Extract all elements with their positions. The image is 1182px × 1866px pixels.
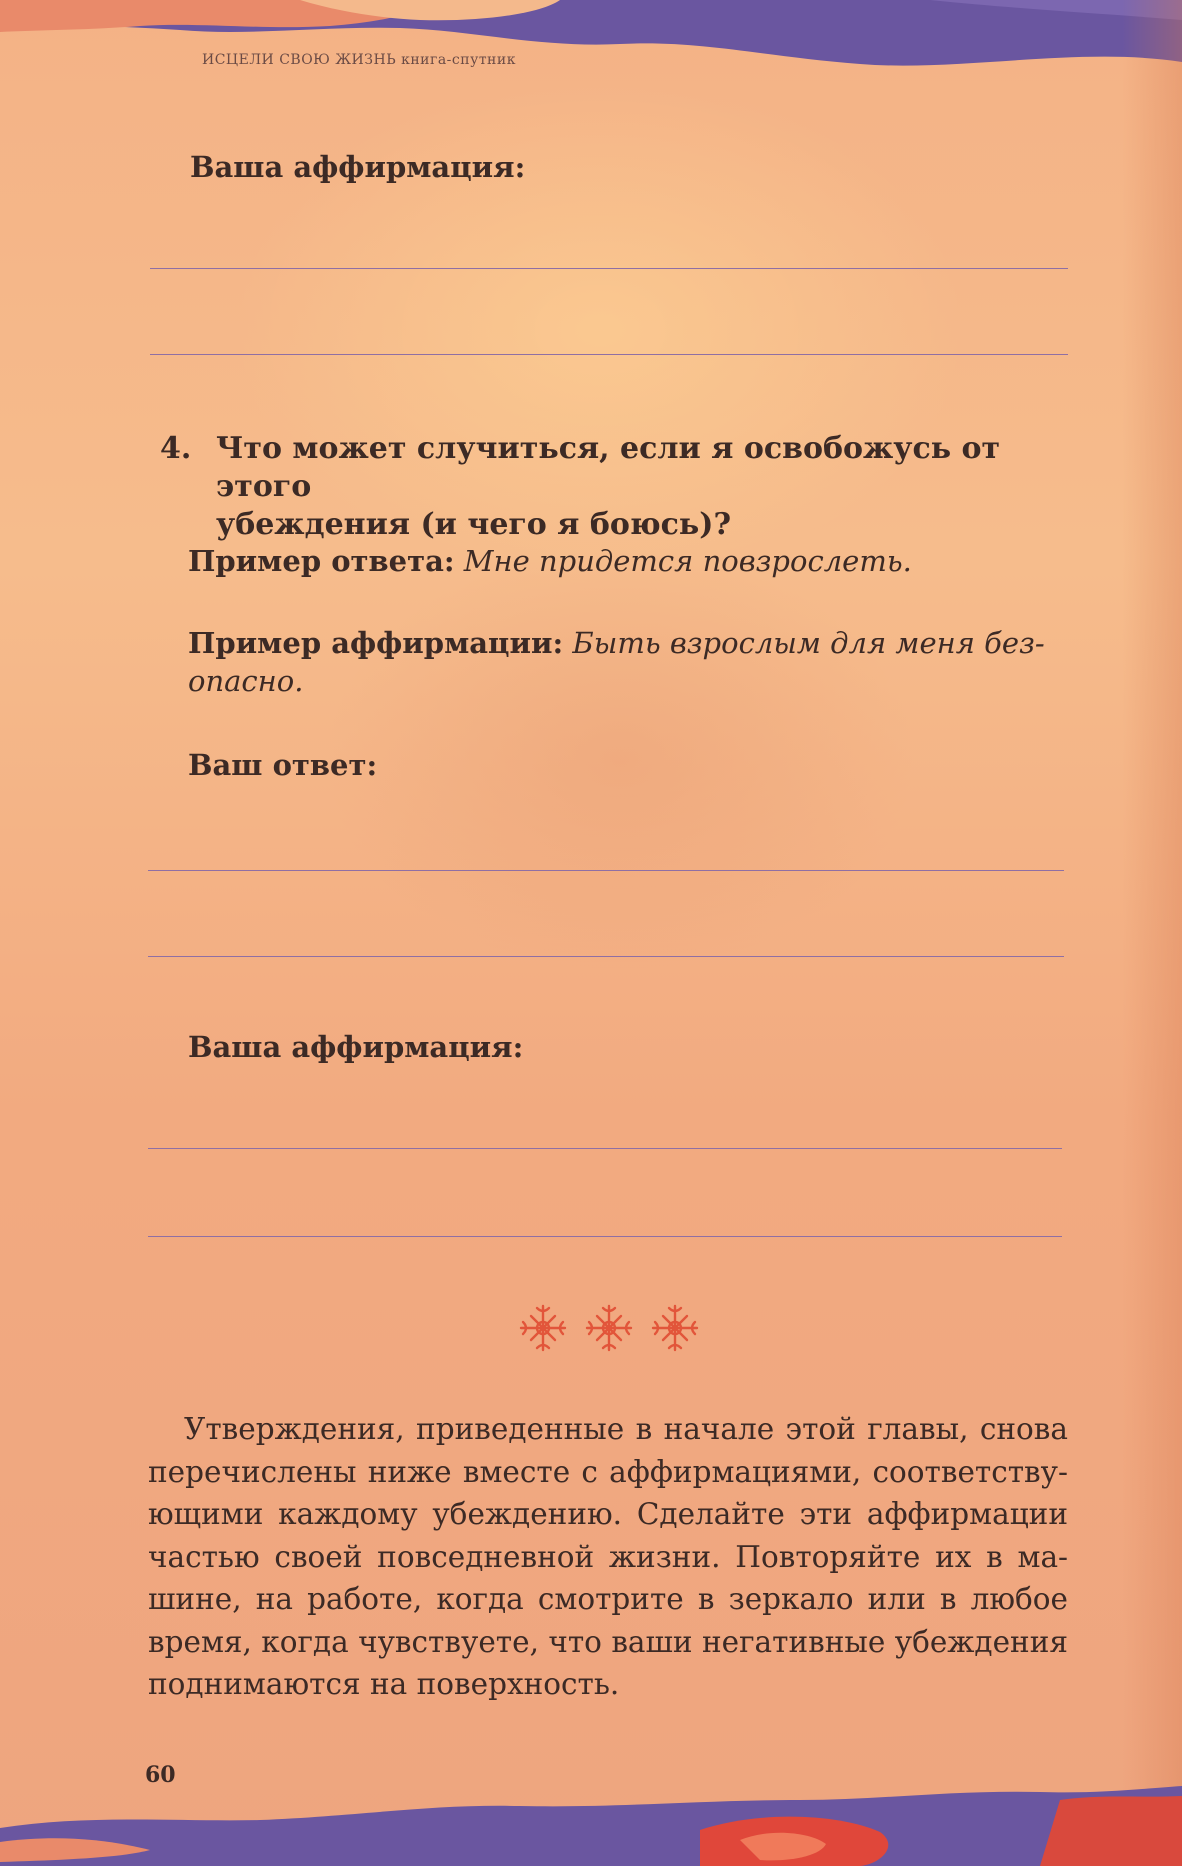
paragraph-line: поднимаются на поверхность. [148, 1667, 620, 1701]
body-paragraph [148, 1408, 1068, 1706]
page-number: 60 [145, 1762, 176, 1788]
answer-line[interactable] [148, 870, 1064, 871]
decorative-flourish-icon [647, 1300, 703, 1356]
question-text [216, 430, 1086, 544]
affirmation-label-bottom: Ваша аффирмация: [188, 1030, 524, 1064]
question-number: 4. [160, 431, 192, 466]
top-decorative-band [0, 0, 1182, 80]
question-line: Что может случиться, если я освобожусь от этого [216, 431, 1001, 504]
paragraph-line: частью своей повседневной жизни. Повторяйте их в ма- [148, 1539, 1068, 1574]
question-line: убеждения (и чего я боюсь)? [216, 507, 732, 542]
paragraph-line: Утверждения, приведенные в начале этой главы, снова [184, 1412, 1068, 1446]
decorative-flourish-icon [581, 1300, 637, 1356]
example-affirmation-text-continued: опасно. [188, 664, 304, 698]
your-answer-label: Ваш ответ: [188, 748, 378, 782]
paragraph-line: перечислены ниже вместе с аффирмациями, соответству- [148, 1454, 1068, 1489]
ornament-divider [515, 1300, 715, 1356]
answer-line[interactable] [148, 1236, 1062, 1237]
example-answer [188, 542, 1068, 580]
answer-line[interactable] [148, 956, 1064, 957]
answer-line[interactable] [150, 268, 1068, 269]
decorative-flourish-icon [515, 1300, 571, 1356]
bottom-decorative-band [0, 1770, 1182, 1866]
page-spine-shadow [1122, 0, 1182, 1866]
paragraph-line: ющими каждому убеждению. Сделайте эти аффирмации [148, 1497, 1068, 1531]
affirmation-label-top: Ваша аффирмация: [190, 150, 526, 184]
answer-line[interactable] [150, 354, 1068, 355]
example-affirmation-text: Быть взрослым для меня без- [572, 626, 1045, 660]
answer-line[interactable] [148, 1148, 1062, 1149]
running-head: ИСЦЕЛИ СВОЮ ЖИЗНЬ книга-спутник [202, 52, 516, 68]
example-affirmation-label: Пример аффирмации: [188, 626, 564, 660]
example-answer-text: Мне придется повзрослеть. [463, 544, 912, 578]
example-answer-label: Пример ответа: [188, 544, 455, 578]
paragraph-line: шине, на работе, когда смотрите в зеркало или в любое [148, 1582, 1068, 1616]
example-affirmation [188, 624, 1068, 700]
paragraph-line: время, когда чувствуете, что ваши негативные убеждения [148, 1624, 1068, 1659]
